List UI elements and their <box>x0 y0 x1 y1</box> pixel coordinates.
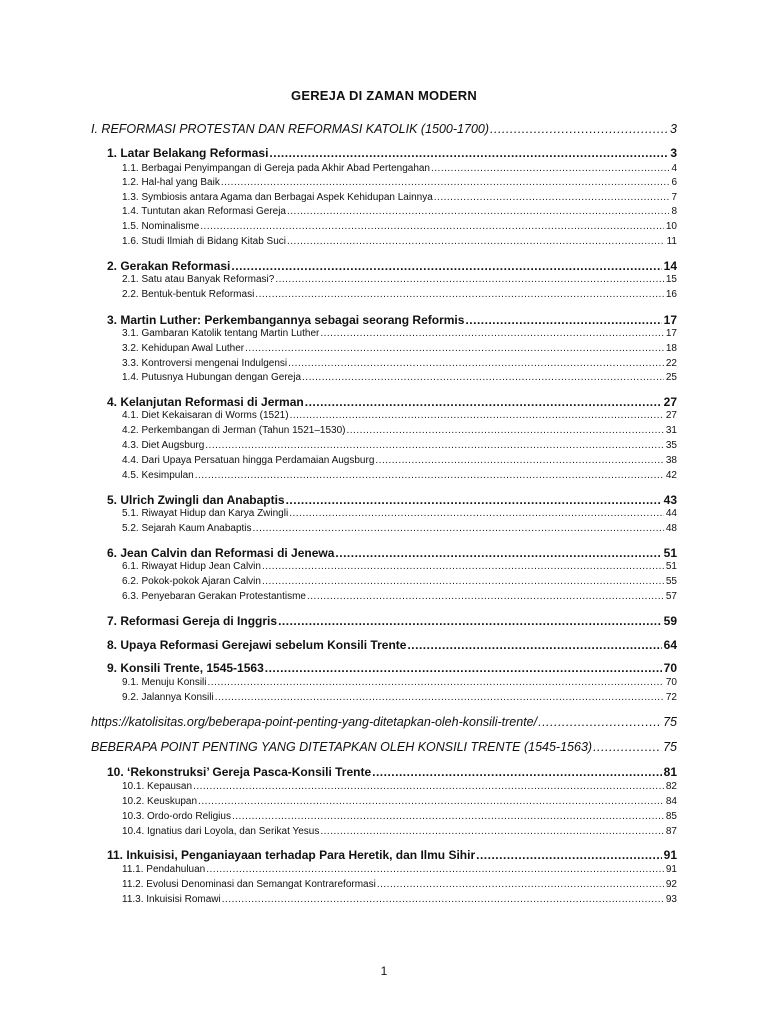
toc-entry-label: 3.1. Gambaran Katolik tentang Martin Luther <box>122 328 320 339</box>
toc-entry-section[interactable] <box>122 455 677 469</box>
toc-entry-label: 4.2. Perkembangan di Jerman (Tahun 1521–1530) <box>122 425 346 436</box>
toc-entry-label: 11.2. Evolusi Denominasi dan Semangat Kontrareformasi <box>122 879 376 890</box>
toc-entry-section[interactable] <box>122 274 677 288</box>
toc-entry-label: 7. Reformasi Gereja di Inggris <box>107 614 278 628</box>
toc-entry-page: 57 <box>665 591 677 602</box>
toc-entry-page: 85 <box>665 811 677 822</box>
dot-leader <box>286 493 662 507</box>
toc-entry-section[interactable] <box>122 894 677 908</box>
toc-entry-page: 3 <box>670 122 677 136</box>
dot-leader <box>255 289 664 300</box>
toc-entry-section[interactable] <box>122 864 677 878</box>
dot-leader <box>290 410 664 421</box>
toc-entry-label: 1.3. Symbiosis antara Agama dan Berbagai Aspek Kehidupan Lainnya <box>122 192 433 203</box>
toc-entry-label: 11.3. Inkuisisi Romawi <box>122 894 221 905</box>
toc-entry-section[interactable] <box>122 781 677 795</box>
page-number: 1 <box>380 964 388 978</box>
dot-leader <box>538 715 661 729</box>
toc-entry-label: 6. Jean Calvin dan Reformasi di Jenewa <box>107 546 335 560</box>
toc-entry-section[interactable] <box>122 470 677 484</box>
toc-entry-section[interactable] <box>122 343 677 357</box>
toc-entry-label: BEBERAPA POINT PENTING YANG DITETAPKAN OLEH KONSILI TRENTE (1545-1563) <box>91 740 593 754</box>
toc-entry-label: 2.2. Bentuk-bentuk Reformasi <box>122 289 255 300</box>
toc-entry-label: 6.2. Pokok-pokok Ajaran Calvin <box>122 576 261 587</box>
toc-entry-label: 10.3. Ordo-ordo Religius <box>122 811 231 822</box>
toc-entry-page: 7 <box>671 192 677 203</box>
toc-entry-label: 1.6. Studi Ilmiah di Bidang Kitab Suci <box>122 236 286 247</box>
toc-entry-page: 3 <box>670 146 677 160</box>
toc-entry-page: 27 <box>663 395 677 409</box>
toc-entry-label: 6.3. Penyebaran Gerakan Protestantisme <box>122 591 306 602</box>
toc-entry-page: 17 <box>665 328 677 339</box>
toc-entry-label: 1.5. Nominalisme <box>122 221 200 232</box>
toc-entry-page: 75 <box>663 715 677 729</box>
toc-entry-page: 51 <box>665 561 677 572</box>
toc-entry-page: 4 <box>671 163 677 174</box>
toc-entry-section[interactable] <box>122 591 677 605</box>
toc-entry-section[interactable] <box>122 523 677 537</box>
toc-entry-label: 10.2. Keuskupan <box>122 796 198 807</box>
dot-leader <box>221 177 670 188</box>
toc-entry-section[interactable] <box>122 692 677 706</box>
dot-leader <box>278 614 662 628</box>
toc-entry-page: 91 <box>665 864 677 875</box>
toc-entry-section[interactable] <box>122 192 677 206</box>
toc-entry-page: 35 <box>665 440 677 451</box>
toc-entry-page: 70 <box>663 661 677 675</box>
dot-leader <box>302 372 664 383</box>
toc-entry-page: 72 <box>665 692 677 703</box>
toc-entry-section[interactable] <box>122 358 677 372</box>
toc-entry-label: 4. Kelanjutan Reformasi di Jerman <box>107 395 304 409</box>
toc-entry-page: 22 <box>665 358 677 369</box>
toc-entry-section[interactable] <box>122 561 677 575</box>
dot-leader <box>231 259 661 273</box>
toc-entry-page: 14 <box>663 259 677 273</box>
toc-entry-page: 81 <box>663 765 677 779</box>
dot-leader <box>372 765 662 779</box>
toc-entry-label: 4.4. Dari Upaya Persatuan hingga Perdamaian Augsburg <box>122 455 375 466</box>
dot-leader <box>232 811 664 822</box>
toc-entry-page: 38 <box>665 455 677 466</box>
toc-entry-page: 75 <box>663 740 677 754</box>
dot-leader <box>288 358 664 369</box>
dot-leader <box>215 692 664 703</box>
dot-leader <box>346 425 663 436</box>
dot-leader <box>193 781 664 792</box>
toc-entry-part[interactable] <box>91 740 677 758</box>
dot-leader <box>593 740 661 754</box>
toc-entry-page: 16 <box>665 289 677 300</box>
dot-leader <box>269 146 668 160</box>
toc-entry-page: 70 <box>665 677 677 688</box>
toc-entry-page: 48 <box>665 523 677 534</box>
toc-entry-section[interactable] <box>122 677 677 691</box>
toc-entry-label: 1.2. Hal-hal yang Baik <box>122 177 220 188</box>
dot-leader <box>434 192 670 203</box>
dot-leader <box>289 508 664 519</box>
toc-entry-label: 11. Inkuisisi, Penganiayaan terhadap Para Heretik, dan Ilmu Sihir <box>107 848 476 862</box>
toc-entry-label: 4.1. Diet Kekaisaran di Worms (1521) <box>122 410 289 421</box>
toc-entry-label: 11.1. Pendahuluan <box>122 864 206 875</box>
dot-leader <box>262 576 664 587</box>
dot-leader <box>265 661 662 675</box>
toc-entry-section[interactable] <box>122 372 677 386</box>
toc-entry-chapter[interactable] <box>107 765 677 782</box>
toc-entry-label: 9. Konsili Trente, 1545-1563 <box>107 661 264 675</box>
toc-entry-label: 4.5. Kesimpulan <box>122 470 194 481</box>
dot-leader <box>431 163 669 174</box>
toc-entry-chapter[interactable] <box>107 614 677 631</box>
toc-entry-label: 8. Upaya Reformasi Gerejawi sebelum Konsili Trente <box>107 638 407 652</box>
toc-entry-label: 10.1. Kepausan <box>122 781 193 792</box>
dot-leader <box>287 206 669 217</box>
toc-entry-label: I. REFORMASI PROTESTAN DAN REFORMASI KATOLIK (1500-1700) <box>91 122 490 136</box>
dot-leader <box>206 864 664 875</box>
toc-entry-page: 59 <box>663 614 677 628</box>
toc-entry-label: 1.4. Tuntutan akan Reformasi Gereja <box>122 206 286 217</box>
dot-leader <box>208 677 664 688</box>
dot-leader <box>407 638 661 652</box>
toc-entry-label: https://katolisitas.org/beberapa-point-penting-yang-ditetapkan-oleh-konsili-trente/ <box>91 715 538 729</box>
dot-leader <box>287 236 665 247</box>
toc-entry-chapter[interactable] <box>107 661 677 678</box>
toc-entry-section[interactable] <box>122 826 677 840</box>
toc-entry-label: 3.2. Kehidupan Awal Luther <box>122 343 245 354</box>
toc-entry-label: 1.4. Putusnya Hubungan dengan Gereja <box>122 372 302 383</box>
toc-entry-page: 42 <box>665 470 677 481</box>
dot-leader <box>253 523 664 534</box>
toc-entry-page: 25 <box>665 372 677 383</box>
toc-entry-section[interactable] <box>122 206 677 220</box>
toc-entry-label: 5.1. Riwayat Hidup dan Karya Zwingli <box>122 508 289 519</box>
dot-leader <box>275 274 664 285</box>
toc-entry-page: 93 <box>665 894 677 905</box>
toc-entry-chapter[interactable] <box>107 638 677 655</box>
document-title: GEREJA DI ZAMAN MODERN <box>291 88 477 103</box>
toc-entry-page: 31 <box>665 425 677 436</box>
toc-entry-page: 17 <box>663 313 677 327</box>
dot-leader <box>335 546 661 560</box>
dot-leader <box>377 879 664 890</box>
dot-leader <box>490 122 668 136</box>
toc-entry-label: 5. Ulrich Zwingli dan Anabaptis <box>107 493 285 507</box>
dot-leader <box>375 455 663 466</box>
toc-entry-page: 51 <box>663 546 677 560</box>
dot-leader <box>200 221 664 232</box>
toc-entry-label: 10. ‘Rekonstruksi’ Gereja Pasca-Konsili Trente <box>107 765 372 779</box>
toc-entry-label: 6.1. Riwayat Hidup Jean Calvin <box>122 561 261 572</box>
toc-entry-page: 84 <box>665 796 677 807</box>
toc-entry-section[interactable] <box>122 576 677 590</box>
dot-leader <box>465 313 661 327</box>
toc-entry-label: 2. Gerakan Reformasi <box>107 259 231 273</box>
toc-entry-section[interactable] <box>122 236 677 250</box>
toc-entry-page: 92 <box>665 879 677 890</box>
dot-leader <box>320 328 664 339</box>
toc-entry-section[interactable] <box>122 796 677 810</box>
toc-entry-page: 44 <box>665 508 677 519</box>
dot-leader <box>245 343 664 354</box>
toc-entry-part[interactable] <box>91 122 677 140</box>
toc-entry-part[interactable] <box>91 715 677 733</box>
dot-leader <box>305 395 662 409</box>
toc-entry-page: 43 <box>663 493 677 507</box>
toc-entry-page: 91 <box>663 848 677 862</box>
toc-entry-label: 10.4. Ignatius dari Loyola, dan Serikat Yesus <box>122 826 320 837</box>
toc-entry-label: 9.2. Jalannya Konsili <box>122 692 214 703</box>
dot-leader <box>476 848 662 862</box>
toc-entry-label: 4.3. Diet Augsburg <box>122 440 205 451</box>
toc-entry-section[interactable] <box>122 289 677 303</box>
toc-entry-section[interactable] <box>122 163 677 177</box>
toc-entry-page: 11 <box>666 236 677 247</box>
toc-entry-label: 2.1. Satu atau Banyak Reformasi? <box>122 274 275 285</box>
toc-entry-page: 82 <box>665 781 677 792</box>
toc-entry-label: 5.2. Sejarah Kaum Anabaptis <box>122 523 252 534</box>
toc-entry-section[interactable] <box>122 508 677 522</box>
toc-entry-page: 10 <box>665 221 677 232</box>
toc-entry-label: 3. Martin Luther: Perkembangannya sebagai seorang Reformis <box>107 313 465 327</box>
toc-entry-chapter[interactable] <box>107 146 677 163</box>
dot-leader <box>195 470 664 481</box>
toc-entry-page: 55 <box>665 576 677 587</box>
toc-entry-page: 27 <box>665 410 677 421</box>
dot-leader <box>320 826 664 837</box>
toc-entry-label: 1.1. Berbagai Penyimpangan di Gereja pada Akhir Abad Pertengahan <box>122 163 430 174</box>
toc-entry-page: 64 <box>663 638 677 652</box>
toc-entry-page: 87 <box>665 826 677 837</box>
toc-entry-label: 9.1. Menuju Konsili <box>122 677 207 688</box>
toc-entry-section[interactable] <box>122 879 677 893</box>
toc-entry-section[interactable] <box>122 410 677 424</box>
dot-leader <box>198 796 664 807</box>
dot-leader <box>205 440 664 451</box>
toc-entry-label: 3.3. Kontroversi mengenai Indulgensi <box>122 358 288 369</box>
toc-entry-chapter[interactable] <box>107 848 677 865</box>
toc-entry-section[interactable] <box>122 425 677 439</box>
toc-entry-page: 18 <box>665 343 677 354</box>
toc-entry-section[interactable] <box>122 221 677 235</box>
toc-entry-section[interactable] <box>122 440 677 454</box>
dot-leader <box>262 561 664 572</box>
dot-leader <box>307 591 664 602</box>
dot-leader <box>222 894 664 905</box>
toc-entry-section[interactable] <box>122 177 677 191</box>
toc-entry-label: 1. Latar Belakang Reformasi <box>107 146 269 160</box>
toc-entry-page: 15 <box>665 274 677 285</box>
toc-entry-section[interactable] <box>122 328 677 342</box>
toc-entry-page: 8 <box>671 206 677 217</box>
toc-entry-page: 6 <box>671 177 677 188</box>
toc-entry-section[interactable] <box>122 811 677 825</box>
